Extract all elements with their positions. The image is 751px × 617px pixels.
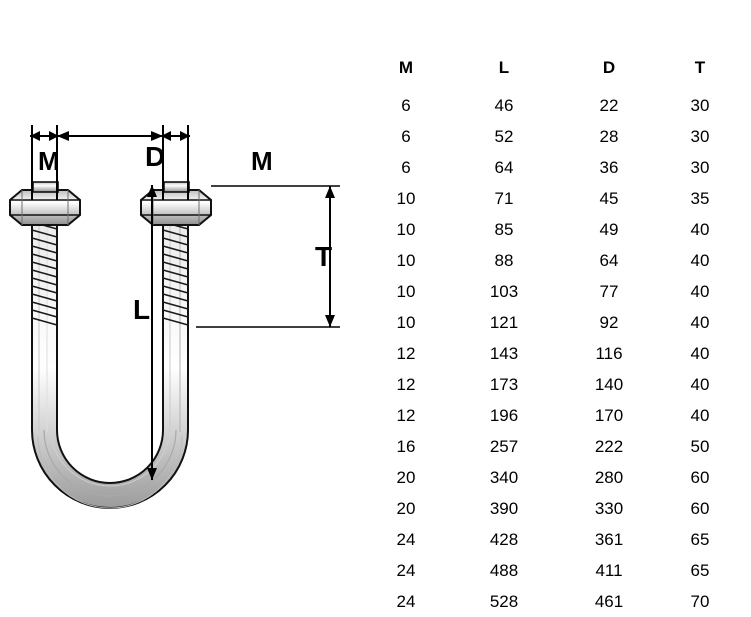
- cell-m: 6: [401, 126, 411, 146]
- hex-nut-left: [10, 182, 80, 225]
- cell-t: 40: [690, 405, 710, 425]
- dimension-label-t: T: [315, 241, 333, 272]
- cell-d: 140: [594, 374, 624, 394]
- cell-l: 85: [494, 219, 514, 239]
- cell-m: 20: [396, 467, 416, 487]
- cell-m: 24: [396, 529, 416, 549]
- cell-t: 35: [690, 188, 710, 208]
- table-row: [360, 338, 738, 369]
- column-header-m: M: [398, 58, 414, 77]
- cell-d: 361: [594, 529, 624, 549]
- dimension-table-panel: [360, 0, 751, 611]
- cell-t: 50: [690, 436, 710, 456]
- cell-m: 16: [396, 436, 416, 456]
- cell-t: 30: [690, 157, 710, 177]
- table-row: [360, 555, 738, 586]
- table-row: [360, 245, 738, 276]
- table-row: [360, 90, 738, 121]
- table-row: [360, 431, 738, 462]
- table-row: [360, 493, 738, 524]
- cell-m: 24: [396, 560, 416, 580]
- column-header-l: L: [498, 58, 510, 77]
- cell-d: 461: [594, 591, 624, 611]
- table-row: [360, 586, 738, 617]
- cell-d: 330: [594, 498, 624, 518]
- table-body: [360, 90, 738, 617]
- table-header: [360, 58, 738, 90]
- cell-m: 12: [396, 343, 416, 363]
- table-header-row: [360, 58, 738, 90]
- cell-t: 40: [690, 250, 710, 270]
- u-bolt-body: [32, 196, 188, 508]
- cell-t: 30: [690, 126, 710, 146]
- cell-m: 10: [396, 188, 416, 208]
- dimension-label-m-left: M: [38, 146, 60, 176]
- cell-t: 65: [690, 529, 710, 549]
- u-bolt-svg: [0, 0, 360, 607]
- cell-l: 52: [494, 126, 514, 146]
- cell-t: 40: [690, 343, 710, 363]
- cell-m: 24: [396, 591, 416, 611]
- cell-t: 30: [690, 95, 710, 115]
- cell-d: 170: [594, 405, 624, 425]
- cell-m: 10: [396, 281, 416, 301]
- table-row: [360, 462, 738, 493]
- cell-m: 20: [396, 498, 416, 518]
- cell-d: 49: [599, 219, 619, 239]
- cell-t: 40: [690, 219, 710, 239]
- cell-d: 64: [599, 250, 619, 270]
- cell-l: 71: [494, 188, 514, 208]
- cell-d: 280: [594, 467, 624, 487]
- cell-m: 6: [401, 157, 411, 177]
- table-row: [360, 307, 738, 338]
- cell-t: 70: [690, 591, 710, 611]
- cell-d: 411: [595, 560, 623, 580]
- dimension-label-l: L: [133, 294, 151, 325]
- dimension-label-d: D: [145, 141, 166, 172]
- table-row: [360, 214, 738, 245]
- cell-l: 257: [489, 436, 519, 456]
- cell-d: 45: [599, 188, 619, 208]
- table-row: [360, 152, 738, 183]
- cell-m: 12: [396, 405, 416, 425]
- cell-m: 10: [396, 312, 416, 332]
- cell-l: 46: [494, 95, 514, 115]
- cell-d: 22: [599, 95, 619, 115]
- cell-l: 340: [489, 467, 519, 487]
- table-row: [360, 400, 738, 431]
- cell-l: 390: [489, 498, 519, 518]
- table-row: [360, 121, 738, 152]
- table-row: [360, 369, 738, 400]
- table-row: [360, 183, 738, 214]
- cell-d: 92: [599, 312, 619, 332]
- cell-t: 40: [690, 312, 710, 332]
- cell-m: 12: [396, 374, 416, 394]
- cell-l: 173: [489, 374, 519, 394]
- cell-t: 65: [690, 560, 710, 580]
- cell-l: 88: [494, 250, 514, 270]
- table-row: [360, 524, 738, 555]
- cell-d: 36: [599, 157, 619, 177]
- cell-l: 143: [489, 343, 519, 363]
- cell-l: 121: [489, 312, 519, 332]
- cell-d: 222: [594, 436, 624, 456]
- cell-d: 28: [599, 126, 619, 146]
- cell-m: 6: [401, 95, 411, 115]
- cell-l: 488: [489, 560, 519, 580]
- cell-m: 10: [396, 219, 416, 239]
- u-bolt-drawing: [0, 0, 360, 607]
- cell-t: 40: [690, 374, 710, 394]
- cell-l: 428: [489, 529, 519, 549]
- dimension-label-m-right: M: [251, 146, 273, 176]
- cell-l: 528: [489, 591, 519, 611]
- cell-d: 77: [599, 281, 619, 301]
- cell-t: 60: [690, 467, 710, 487]
- dimension-table: [360, 58, 738, 617]
- column-header-d: D: [602, 58, 616, 77]
- cell-l: 196: [489, 405, 519, 425]
- cell-t: 40: [690, 281, 710, 301]
- cell-m: 10: [396, 250, 416, 270]
- cell-l: 64: [494, 157, 514, 177]
- cell-t: 60: [690, 498, 710, 518]
- cell-d: 116: [595, 343, 623, 363]
- column-header-t: T: [694, 58, 706, 77]
- table-row: [360, 276, 738, 307]
- cell-l: 103: [489, 281, 519, 301]
